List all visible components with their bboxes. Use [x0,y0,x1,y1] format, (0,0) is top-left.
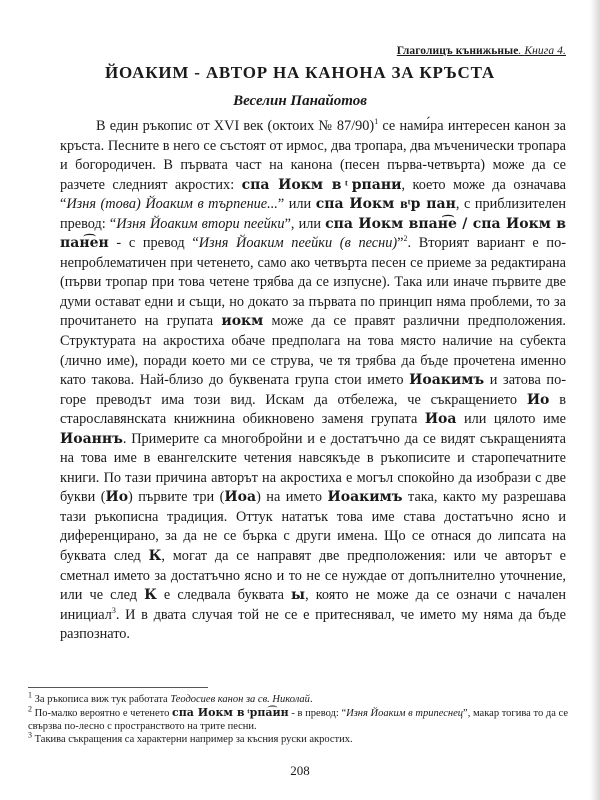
translation: Изня (това) Йоаким в търпение... [66,196,278,213]
footnote-1: $^1$ За ръкописа виж тук работата Теодосиев канон за св. Николай. [28,690,313,705]
footnotes [28,690,568,746]
footnote-ref-2[interactable]: 2 [403,234,408,244]
acrostic-reading: спа Иокм в ͭрпани [241,176,402,193]
footnote-3: $^3$ Такива съкращения са характерни например за късния руски акростих. [28,730,353,745]
article-body [60,117,566,645]
article-author: Веселин Панайотов [233,93,367,109]
footnote-ref-1[interactable]: 1 [374,117,379,127]
journal-name: Глаголицъ кънижьные [396,45,519,57]
translation: Изня Йоаким пеейки (в песни) [198,235,398,252]
running-head: Глаголицъ кънижьные. Книга 4. [396,45,566,57]
acrostic-reading: спа Иокм впан͡е / спа Иокм в пан͡ен [60,215,566,252]
volume-label: Книга 4. [524,45,566,57]
footnote-2: $^2$ По-малко вероятно е четенето спа Иокм в ͭрпа͡ин - в превод: “Изня Йоаким в трипеснец”, макар тогива то да се свързва по-лесно с пространството на трите песни. [28,704,568,732]
footnote-ref-3[interactable]: 3 [111,605,116,615]
paragraph: В един ръкопис от XVI век (октоих № 87/90)$^1$ се нами́ра интересен канон за кръста. Песните в него се състоят от ирмос, два тропара, два мъченически тропара и богородичен. В първата част на канона (песен първа-четвърта) може да се разчете следният акростих: спа Иокм в ͭрпани, което може да означава “Изня (това) Йоаким в търпение...” или спа Иокм вͭр пан, с приблизителен превод: “Изня Йоаким втори пеейки”, или спа Иокм впан͡е / спа Иокм в пан͡ен - с превод “Изня Йоаким пеейки (в песни)”$^2$. Вторият вариант е по-непроблематичен при четенето, само ако четвърта песен се приеме за редактирана (първи тропар при това четене трябва да се изпусне). Така или иначе първите две думи остават едни и същи, но докато за първата по принцип няма проблеми, то за прочитането на групата иокм може да се правят различни предположения. Структурата на акростиха обаче предполага на това място наличие на субекта (лично име), поради което ми се струва, че тя трябва да бъде прочетена именно като такова. Най-близо до буквената група стои името Иоакимъ и затова по-горе преводът има този вид. Искам да отбележа, че съкращението Ио в старославянската книжнина обикновено заменя групата Иоа или цялото име Иоаннъ. Примерите са многобройни и е достатъчно да се видят съкращенията на това име в евангелските четения навсякъде в ръкописите и старопечатните книги. По тази причина авторът на акростиха е могъл спокойно да изобрази с две букви (Ио) първите три (Иоа) на името Иоакимъ така, както му разрешава тази ръкописна традиция. Оттук нататък това име става достатъчно ясно и диференцирано, за да не се бърка с други имена. Що се отнася до липсата на буквата след К, могат да се направят две предположения: или че авторът е сметнал името за достатъчно ясно и то не се нуждае от допълнително уточнение, или че след К е следвала буквата ы, която не може да се означи с начален инициал$^3$. И в двата случая той не се е притеснявал, че името му няма да бъде разпознато. [60,117,567,643]
translation: Изня Йоаким втори пеейки [116,215,285,232]
page-number: 208 [290,763,310,778]
article-title: ЙОАКИМ - АВТОР НА КАНОНА ЗА КРЪСТА [104,63,495,82]
acrostic-reading: спа Иокм вͭр пан [315,196,456,213]
footnote-divider [28,687,208,688]
page-edge-shadow [590,0,600,800]
